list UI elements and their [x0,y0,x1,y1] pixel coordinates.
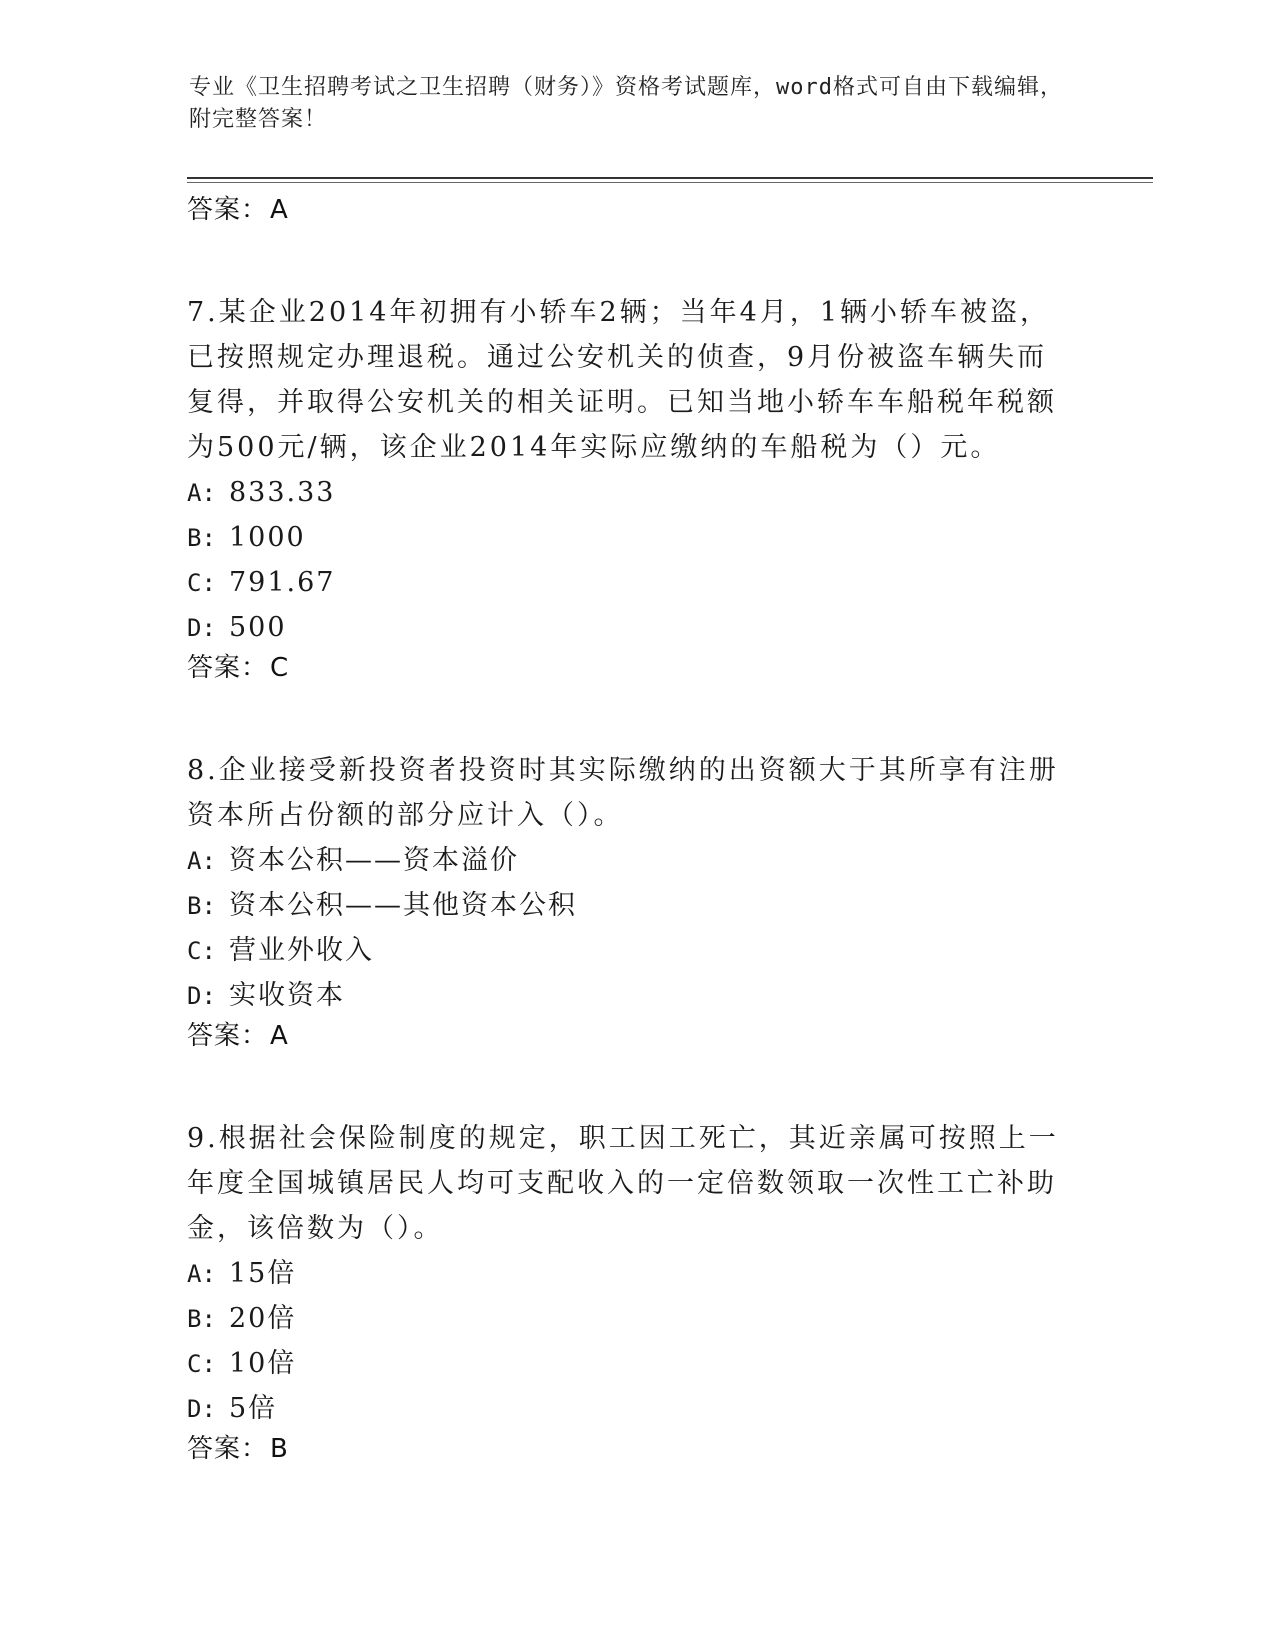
option-letter: D: [187,1395,216,1423]
option-letter: B: [187,892,216,920]
option-text: 资本公积——其他资本公积 [229,890,577,921]
option-list [187,470,1067,650]
question-number: 8. [187,755,219,786]
question-body: 根据社会保险制度的规定，职工因工死亡，其近亲属可按照上一年度全国城镇居民人均可支配收入的一定倍数领取一次性工亡补助金，该倍数为（）。 [187,1123,1059,1244]
answer-value: A [270,1021,289,1051]
option-text: 营业外收入 [229,935,374,966]
option-text: 资本公积——资本溢价 [229,845,519,876]
option-letter: A: [187,479,216,507]
option-list [187,1251,1067,1431]
option-text: 实收资本 [229,980,345,1011]
answer-line [187,650,1067,686]
option-item [187,838,1067,883]
option-letter: D: [187,614,216,642]
option-letter: D: [187,982,216,1010]
option-item [187,1296,1067,1341]
option-text: 833.33 [229,477,336,508]
option-text: 1000 [229,522,306,553]
question-body: 企业接受新投资者投资时其实际缴纳的出资额大于其所享有注册资本所占份额的部分应计入（）。 [187,755,1059,831]
option-item [187,1386,1067,1431]
option-text: 791.67 [229,567,336,598]
option-text: 5倍 [229,1393,278,1424]
answer-label: 答案： [187,653,269,683]
answer-label: 答案： [187,1021,269,1051]
option-item [187,560,1067,605]
question-text [187,748,1067,838]
option-letter: C: [187,569,216,597]
answer-line [187,1431,1067,1467]
answer-label: 答案： [187,1434,269,1464]
answer-value: C [270,653,290,683]
answer-value: B [270,1434,289,1464]
question-block [187,290,1067,686]
option-item [187,1251,1067,1296]
option-text: 15倍 [229,1258,297,1289]
option-letter: C: [187,1350,216,1378]
option-item [187,605,1067,650]
answer-line [187,192,1067,228]
question-text [187,1116,1067,1251]
option-text: 10倍 [229,1348,297,1379]
option-letter: A: [187,1260,216,1288]
option-item [187,928,1067,973]
question-block [187,1116,1067,1467]
option-letter: C: [187,937,216,965]
option-item [187,973,1067,1018]
question-number: 9. [187,1123,219,1154]
answer-label: 答案： [187,195,269,225]
question-list [187,290,1067,1467]
option-letter: B: [187,524,216,552]
option-item [187,470,1067,515]
answer-line [187,1018,1067,1054]
page-header: 专业《卫生招聘考试之卫生招聘（财务）》资格考试题库，word格式可自由下载编辑，附完整答案！ [189,75,1063,132]
question-number: 7. [187,297,219,328]
option-item [187,515,1067,560]
option-text: 500 [229,612,287,643]
option-letter: B: [187,1305,216,1333]
question-body: 某企业2014年初拥有小轿车2辆；当年4月，1辆小轿车被盗，已按照规定办理退税。通过公安机关的侦查，9月份被盗车辆失而复得，并取得公安机关的相关证明。已知当地小轿车车船税年税额为500元/辆，该企业2014年实际应缴纳的车船税为（）元。 [187,297,1057,463]
header-rule-thick [187,177,1153,179]
option-item [187,883,1067,928]
question-text [187,290,1067,470]
option-text: 20倍 [229,1303,297,1334]
option-list [187,838,1067,1018]
question-block [187,748,1067,1054]
document-body [187,192,1067,1467]
option-letter: A: [187,847,216,875]
option-item [187,1341,1067,1386]
answer-value: A [270,195,289,225]
header-rule-thin [187,182,1153,183]
